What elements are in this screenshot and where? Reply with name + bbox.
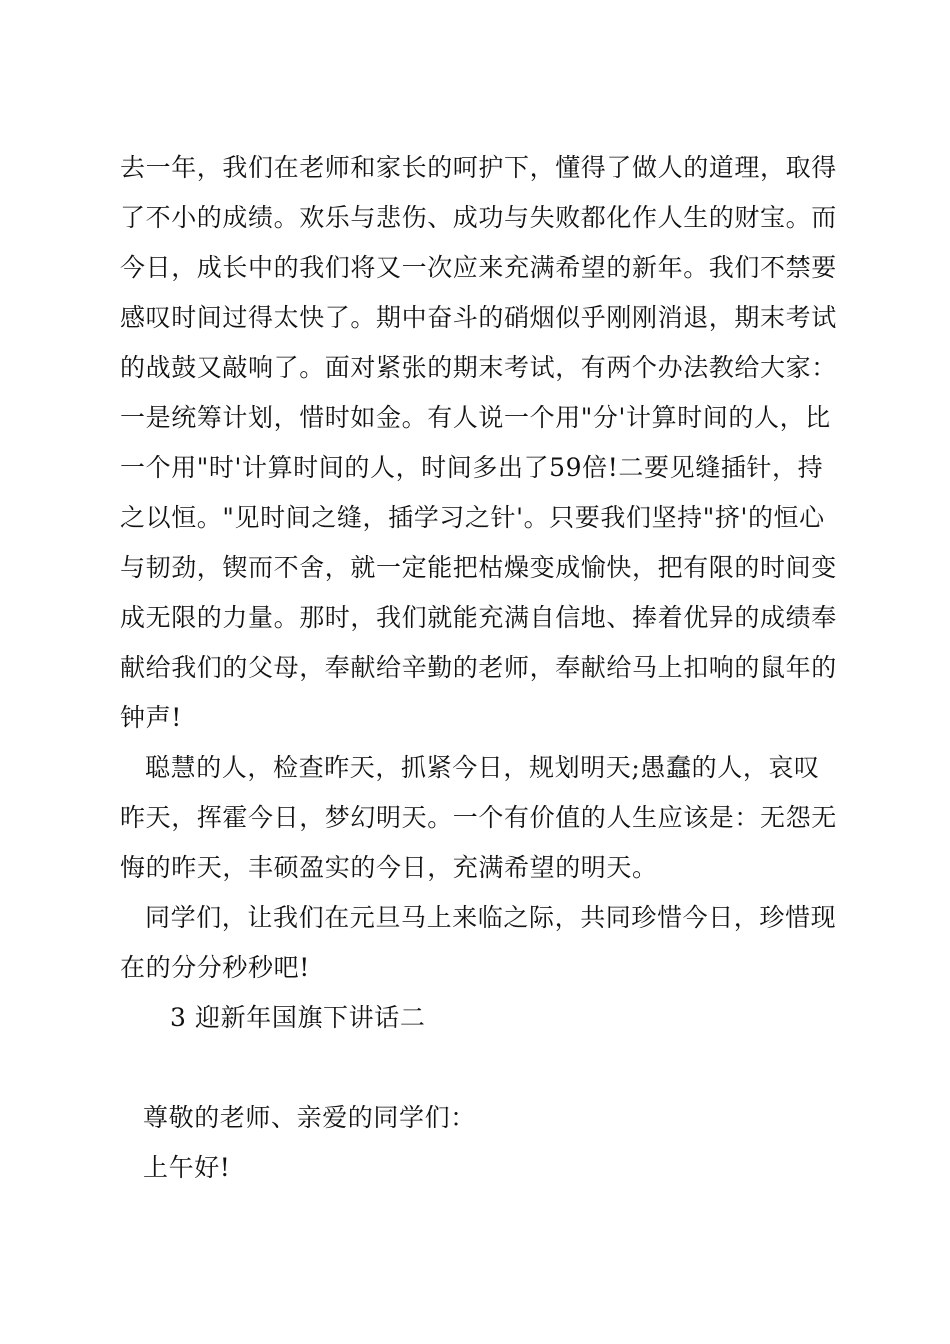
paragraph-line: 聪慧的人，检查昨天，抓紧今日，规划明天;愚蠢的人，哀叹 xyxy=(145,753,820,782)
paragraph-line: 成无限的力量。那时，我们就能充满自信地、捧着优异的成绩奉 xyxy=(120,603,837,632)
paragraph-line: 了不小的成绩。欢乐与悲伤、成功与失败都化作人生的财宝。而 xyxy=(120,203,837,232)
paragraph-line: 之以恒。"见时间之缝，插学习之针'。只要我们坚持"挤'的恒心 xyxy=(120,503,825,532)
paragraph-line: 一是统筹计划，惜时如金。有人说一个用"分'计算时间的人，比 xyxy=(120,403,831,432)
paragraph-line: 昨天，挥霍今日，梦幻明天。一个有价值的人生应该是：无怨无 xyxy=(120,803,837,832)
paragraph-line: 感叹时间过得太快了。期中奋斗的硝烟似乎刚刚消退，期末考试 xyxy=(120,303,837,332)
paragraph-line: 的战鼓又敲响了。面对紧张的期末考试，有两个办法教给大家： xyxy=(120,353,837,382)
paragraph-line: 去一年，我们在老师和家长的呵护下，懂得了做人的道理，取得 xyxy=(120,153,837,182)
paragraph-line: 在的分分秒秒吧! xyxy=(120,953,310,982)
paragraph-line: 今日，成长中的我们将又一次应来充满希望的新年。我们不禁要 xyxy=(120,253,837,282)
paragraph-line: 一个用"时'计算时间的人，时间多出了59倍!二要见缝插针，持 xyxy=(120,453,824,482)
paragraph-line: 献给我们的父母，奉献给辛勤的老师，奉献给马上扣响的鼠年的 xyxy=(120,653,837,682)
paragraph-line: 同学们，让我们在元旦马上来临之际，共同珍惜今日，珍惜现 xyxy=(145,903,837,932)
salutation: 尊敬的老师、亲爱的同学们： xyxy=(143,1103,476,1132)
paragraph-line: 钟声! xyxy=(120,703,182,732)
paragraph-line: 悔的昨天，丰硕盈实的今日，充满希望的明天。 xyxy=(120,853,658,882)
greeting: 上午好! xyxy=(143,1153,231,1182)
section-heading: 3 迎新年国旗下讲话二 xyxy=(170,1003,426,1032)
paragraph-line: 与韧劲，锲而不舍，就一定能把枯燥变成愉快，把有限的时间变 xyxy=(120,553,837,582)
